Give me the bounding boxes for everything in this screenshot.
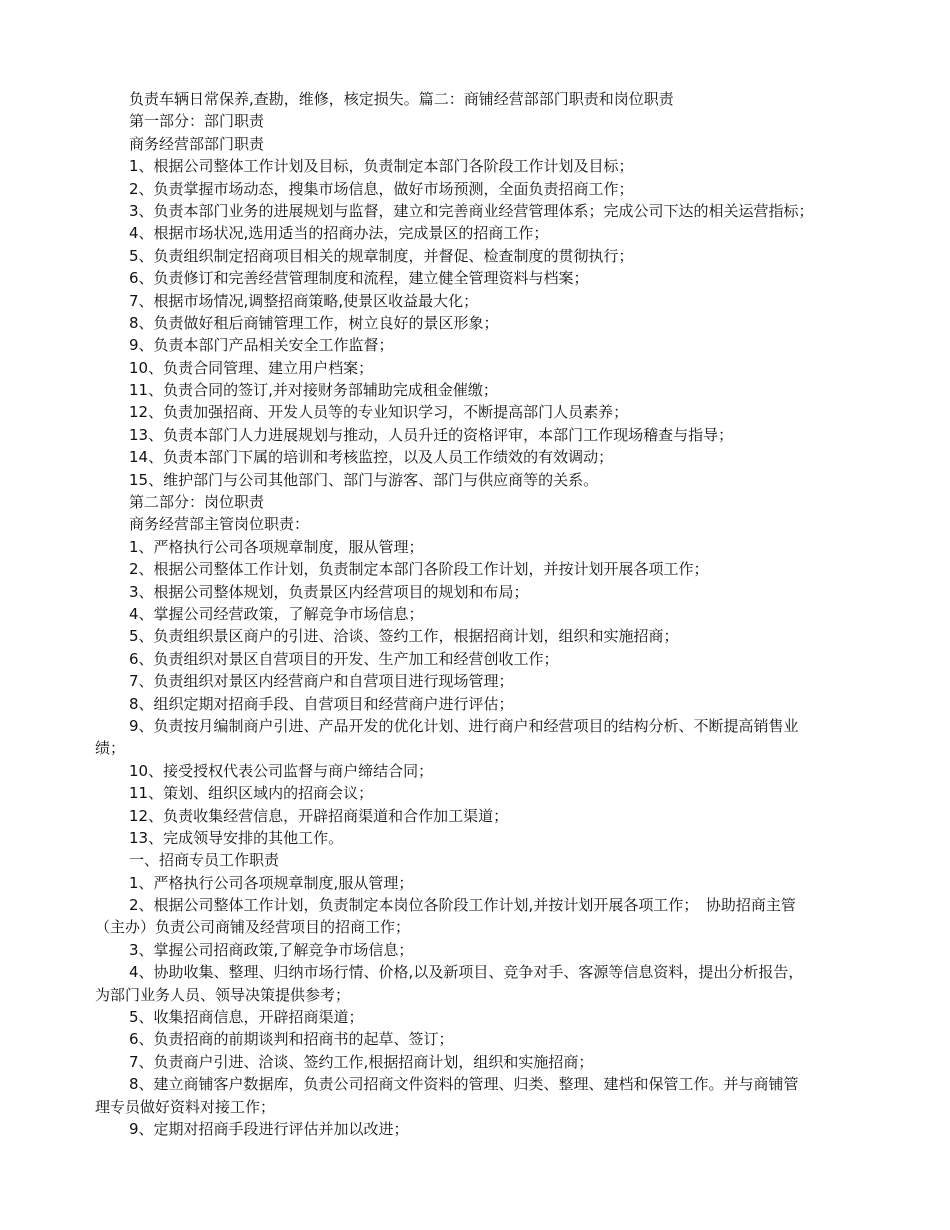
text-line: 3、掌握公司招商政策,了解竞争市场信息； [129,940,414,959]
text-line: 8、建立商铺客户数据库，负责公司招商文件资料的管理、归类、整理、建档和保管工作。并与商铺管 [129,1075,799,1094]
document-body [95,88,861,1140]
text-line: 14、负责本部门下属的培训和考核监控，以及人员工作绩效的有效调动； [129,448,614,467]
text-line: 商务经营部主管岗位职责： [129,515,310,534]
text-line: 第一部分：部门职责 [129,112,265,131]
text-line: 第二部分：岗位职责 [129,493,265,512]
text-line: 一、招商专员工作职责 [129,851,280,870]
text-line: 7、负责商户引进、洽谈、签约工作,根据招商计划，组织和实施招商； [129,1052,594,1071]
text-line: 5、负责组织制定招商项目相关的规章制度，并督促、检查制度的贯彻执行； [129,246,634,265]
text-line: 商务经营部部门职责 [129,134,265,153]
text-line: 绩； [95,739,126,758]
text-line: 理专员做好资料对接工作； [95,1097,276,1116]
text-line: 15、维护部门与公司其他部门、部门与游客、部门与供应商等的关系。 [129,470,599,489]
text-line: 5、收集招商信息，开辟招商渠道； [129,1008,364,1027]
text-line: 10、负责合同管理、建立用户档案； [129,358,374,377]
text-line: 4、掌握公司经营政策，了解竞争市场信息； [129,604,424,623]
text-line: 6、负责招商的前期谈判和招商书的起草、签订； [129,1030,454,1049]
text-line: 负责车辆日常保养,查勘，维修，核定损失。篇二：商铺经营部部门职责和岗位职责 [129,90,674,108]
text-line: 7、根据市场情况,调整招商策略,使景区收益最大化； [129,291,479,310]
text-line: 8、组织定期对招商手段、自营项目和经营商户进行评估； [129,694,514,713]
text-line: 11、策划、组织区域内的招商会议； [129,784,374,803]
text-line: 9、定期对招商手段进行评估并加以改进； [129,1119,409,1138]
text-line: 9、负责本部门产品相关安全工作监督； [129,336,394,355]
text-line: 3、根据公司整体规划，负责景区内经营项目的规划和布局； [129,582,529,601]
text-line: 2、根据公司整体工作计划，负责制定本岗位各阶段工作计划,并按计划开展各项工作； 协助招商主管 [129,896,796,915]
text-line: 2、根据公司整体工作计划，负责制定本部门各阶段工作计划，并按计划开展各项工作； [129,560,709,579]
text-line: 10、接受授权代表公司监督与商户缔结合同； [129,761,434,780]
text-line: 3、负责本部门业务的进展规划与监督，建立和完善商业经营管理体系；完成公司下达的相关运营指标； [129,201,814,220]
text-line: 为部门业务人员、领导决策提供参考； [95,985,351,1004]
text-line: 6、负责组织对景区自营项目的开发、生产加工和经营创收工作； [129,649,559,668]
text-line: 8、负责做好租后商铺管理工作，树立良好的景区形象； [129,313,499,332]
text-line: 12、负责加强招商、开发人员等的专业知识学习，不断提高部门人员素养； [129,403,629,422]
text-line: 12、负责收集经营信息，开辟招商渠道和合作加工渠道； [129,806,509,825]
text-line: 1、严格执行公司各项规章制度,服从管理； [129,873,414,892]
text-line: 1、严格执行公司各项规章制度，服从管理； [129,537,424,556]
text-line: 7、负责组织对景区内经营商户和自营项目进行现场管理； [129,672,514,691]
text-line: 13、完成领导安排的其他工作。 [129,828,344,847]
text-line: 1、根据公司整体工作计划及目标，负责制定本部门各阶段工作计划及目标； [129,157,634,176]
text-line: 11、负责合同的签订,并对接财务部辅助完成租金催缴； [129,381,498,400]
text-line: 6、负责修订和完善经营管理制度和流程，建立健全管理资料与档案； [129,269,589,288]
text-line: （主办）负责公司商铺及经营项目的招商工作； [95,918,411,937]
text-line: 9、负责按月编制商户引进、产品开发的优化计划、进行商户和经营项目的结构分析、不断提高销售业 [129,716,799,735]
text-line: 5、负责组织景区商户的引进、洽谈、签约工作，根据招商计划，组织和实施招商； [129,627,679,646]
text-line: 2、负责掌握市场动态，搜集市场信息，做好市场预测，全面负责招商工作； [129,179,634,198]
text-line: 4、根据市场状况,选用适当的招商办法，完成景区的招商工作； [129,224,549,243]
text-line: 4、协助收集、整理、归纳市场行情、价格,以及新项目、竞争对手、客源等信息资料，提出分析报告， [129,963,804,982]
text-line: 13、负责本部门人力进展规划与推动，人员升迁的资格评审，本部门工作现场稽查与指导； [129,425,734,444]
